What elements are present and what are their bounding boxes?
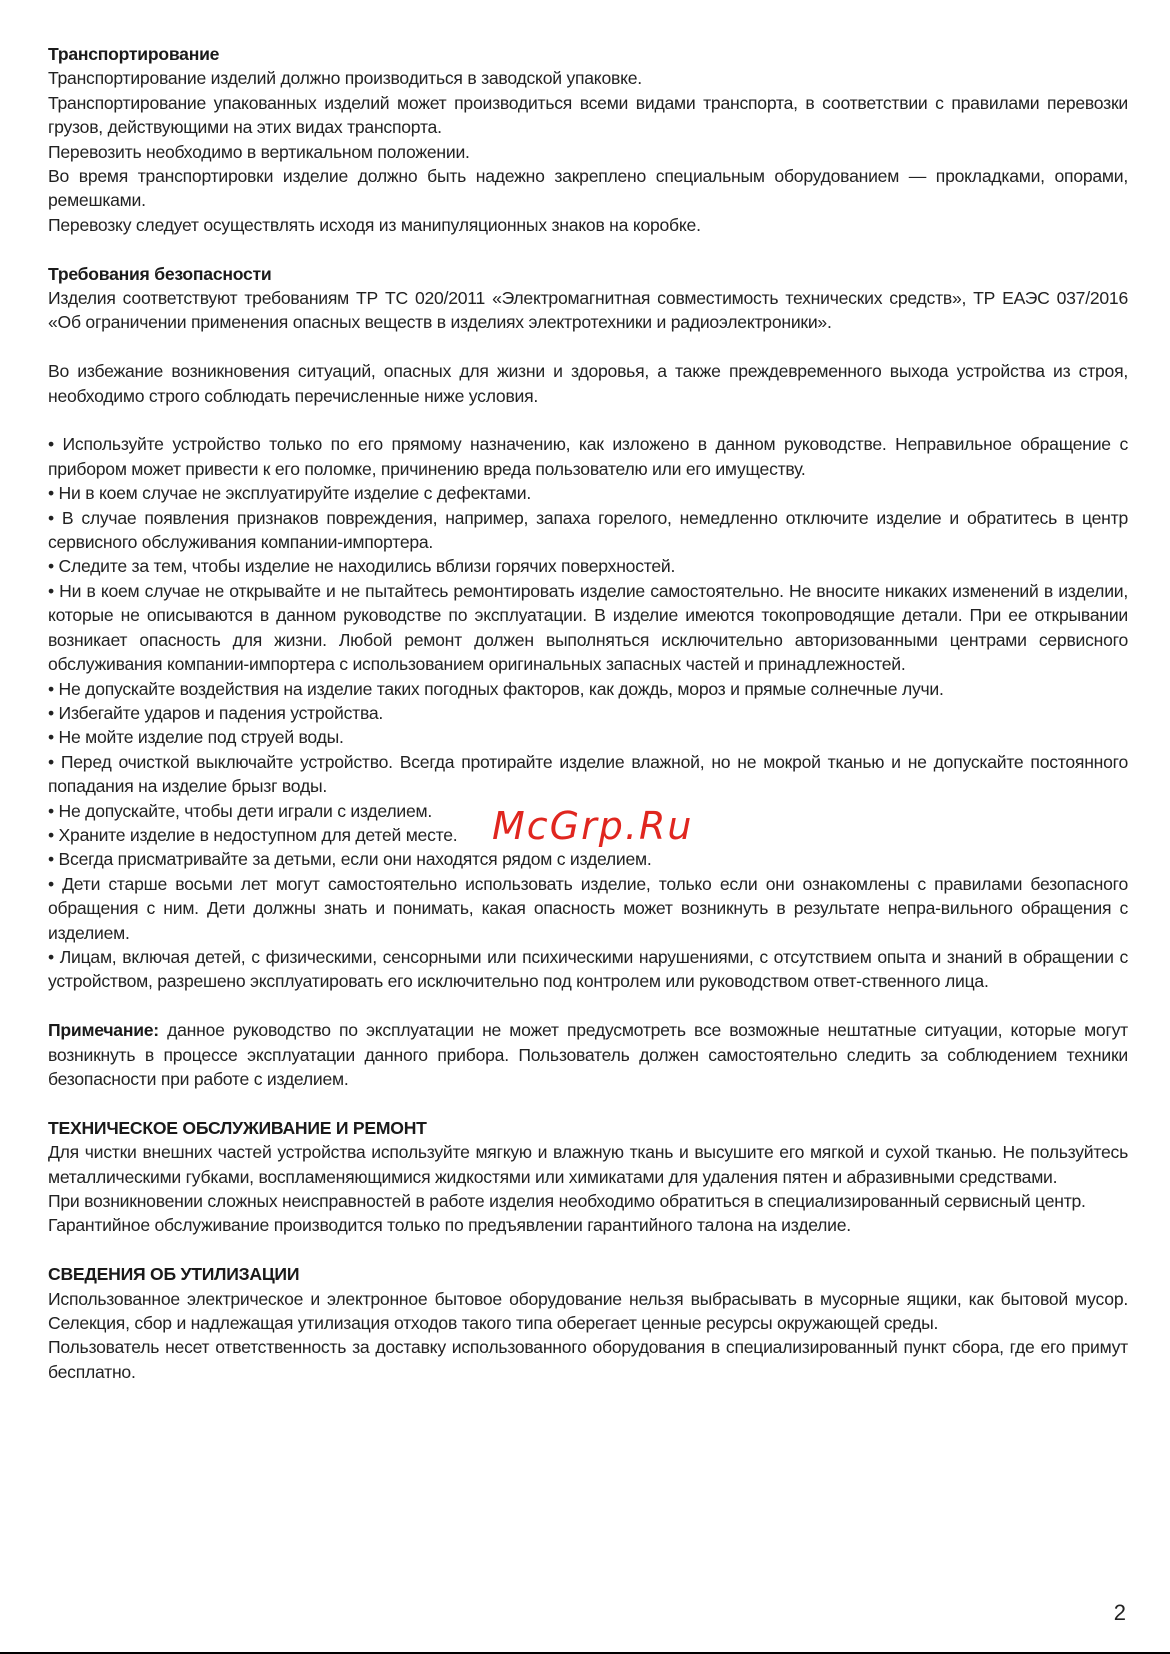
safety-bullet: • Ни в коем случае не эксплуатируйте изделие с дефектами. <box>48 483 531 504</box>
safety-bullet: • Избегайте ударов и падения устройства. <box>48 702 384 723</box>
page-number: 2 <box>1113 1600 1126 1625</box>
maintenance-paragraph: Гарантийное обслуживание производится только по предъявлении гарантийного талона на изделие. <box>48 1215 851 1236</box>
safety-bullet: • Не допускайте воздействия на изделие таких погодных факторов, как дождь, мороз и прямые солнечные лучи. <box>48 678 944 699</box>
safety-bullet: • Ни в коем случае не открывайте и не пытайтесь ремонтировать изделие самостоятельно. Не вносите никаких изменений в изделии, которые не описываются в данном руководстве по эксплуатации. В изделие имеются токопроводящие детали. При ее открывании возникает опасность для жизни. Любой ремонт должен выполняться исключительно авторизованными центрами сервисного обслуживания компании-импортера с использованием оригинальных запасных частей и принадлежностей. <box>48 580 1128 675</box>
safety-bullet: • Храните изделие в недоступном для детей месте. <box>48 824 458 845</box>
section-title-safety: Требования безопасности <box>48 263 272 284</box>
maintenance-paragraph: При возникновении сложных неисправностей в работе изделия необходимо обратиться в специализированный сервисный центр. <box>48 1191 1086 1212</box>
section-note <box>48 1018 1128 1091</box>
safety-bullet: • Следите за тем, чтобы изделие не находились вблизи горячих поверхностей. <box>48 556 676 577</box>
note-label: Примечание: <box>48 1020 159 1041</box>
note-text: данное руководство по эксплуатации не может предусмотреть все возможные нештатные ситуации, которые могут возникнуть в процессе эксплуатации данного прибора. Пользователь должен самостоятельно следить за соблюдением техники безопасности при работе с изделием. <box>48 1020 1128 1089</box>
disposal-paragraph: Использованное электрическое и электронное бытовое оборудование нельзя выбрасывать в мусорные ящики, как бытовой мусор. Селекция, сбор и надлежащая утилизация отходов такого типа оберегает ценные ресурсы окружающей среды. <box>48 1288 1128 1334</box>
safety-intro: Во избежание возникновения ситуаций, опасных для жизни и здоровья, а также преждевременного выхода устройства из строя, необходимо строго соблюдать перечисленные ниже условия. <box>48 361 1128 406</box>
safety-bullet: • Не допускайте, чтобы дети играли с изделием. <box>48 800 432 821</box>
transport-paragraph: Перевозку следует осуществлять исходя из манипуляционных знаков на коробке. <box>48 214 701 235</box>
section-title-disposal: СВЕДЕНИЯ ОБ УТИЛИЗАЦИИ <box>48 1264 300 1285</box>
transport-paragraph: Транспортирование упакованных изделий может производиться всеми видами транспорта, в соответствии с правилами перевозки грузов, действующими на этих видах транспорта. <box>48 92 1128 138</box>
section-maintenance <box>48 1116 1128 1238</box>
watermark: McGrp.Ru <box>492 804 694 848</box>
section-title-transport: Транспортирование <box>48 44 220 64</box>
safety-bullet: • Перед очисткой выключайте устройство. Всегда протирайте изделие влажной, но не мокрой тканью и не допускайте постоянного попадания на изделие брызг воды. <box>48 751 1128 797</box>
transport-paragraph: Во время транспортировки изделие должно быть надежно закреплено специальным оборудованием — прокладками, опорами, ремешками. <box>48 166 1128 211</box>
safety-bullet: • Используйте устройство только по его прямому назначению, как изложено в данном руководстве. Неправильное обращение с прибором может привести к его поломке, причинению вреда пользователю или его имуществу. <box>48 434 1128 479</box>
section-transport <box>48 42 1128 237</box>
document-page <box>48 42 1128 1409</box>
section-disposal <box>48 1262 1128 1384</box>
maintenance-paragraph: Для чистки внешних частей устройства используйте мягкую и влажную ткань и высушите его мягкой и сухой тканью. Не пользуйтесь металлическими губками, воспламеняющимися жидкостями или химикатами для удаления пятен и абразивными средствами. <box>48 1142 1128 1187</box>
safety-bullet: • В случае появления признаков повреждения, например, запаха горелого, немедленно отключите изделие и обратитесь в центр сервисного обслуживания компании-импортера. <box>48 507 1128 553</box>
transport-paragraph: Перевозить необходимо в вертикальном положении. <box>48 141 470 162</box>
safety-bullet: • Дети старше восьми лет могут самостоятельно использовать изделие, только если они ознакомлены с правилами безопасного обращения с ним. Дети должны знать и понимать, какая опасность может возникнуть в результате непра-вильного обращения с изделием. <box>48 873 1128 943</box>
safety-bullet: • Лицам, включая детей, с физическими, сенсорными или психическими нарушениями, с отсутствием опыта и знаний в обращении с устройством, разрешено эксплуатировать его исключительно под контролем или руководством ответ-ственного лица. <box>48 946 1128 992</box>
section-safety <box>48 262 1128 994</box>
disposal-paragraph: Пользователь несет ответственность за доставку использованного оборудования в специализированный пункт сбора, где его примут бесплатно. <box>48 1337 1128 1382</box>
safety-bullet: • Всегда присматривайте за детьми, если они находятся рядом с изделием. <box>48 849 652 870</box>
section-title-maintenance: ТЕХНИЧЕСКОЕ ОБСЛУЖИВАНИЕ И РЕМОНТ <box>48 1117 427 1138</box>
transport-paragraph: Транспортирование изделий должно производиться в заводской упаковке. <box>48 68 642 89</box>
safety-bullet: • Не мойте изделие под струей воды. <box>48 727 344 748</box>
safety-intro: Изделия соответствуют требованиям ТР ТС 020/2011 «Электромагнитная совместимость технических средств», ТР ЕАЭС 037/2016 «Об ограничении применения опасных веществ в изделиях электротехники и радиоэлектроники». <box>48 288 1128 333</box>
note-paragraph <box>48 1018 1128 1091</box>
